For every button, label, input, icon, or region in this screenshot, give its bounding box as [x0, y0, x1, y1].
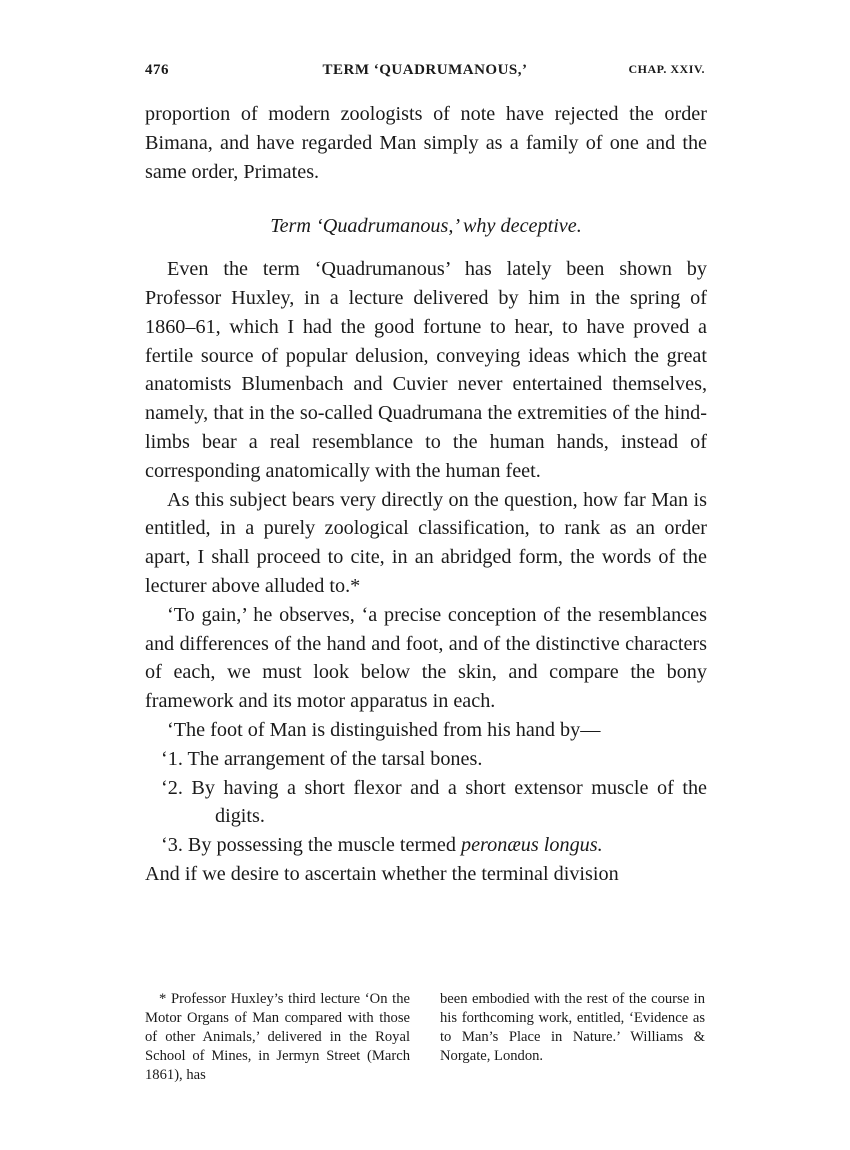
- body-text: [145, 100, 707, 889]
- footnote-column-left: [145, 990, 410, 1085]
- page-number: 476: [145, 62, 169, 78]
- quote-paragraph: ‘To gain,’ he observes, ‘a precise conception of the resemblances and differences of the hand and foot, and of the distinctive characters of each, we must look below the skin, and compare the bony framework and its motor apparatus in each.: [145, 603, 707, 713]
- footnote-text: * Professor Huxley’s third lecture ‘On the Motor Organs of Man compared with those of other Animals,’ delivered in the Royal School of Mines, in Jermyn Street (March 1861), has: [145, 991, 410, 1083]
- running-title: TERM ‘QUADRUMANOUS,’: [322, 62, 528, 78]
- list-item-text: ‘3. By possessing the muscle termed: [161, 834, 461, 857]
- chapter-label: CHAP. XXIV.: [628, 62, 705, 76]
- footnote-text: been embodied with the rest of the course in his forthcoming work, entitled, ‘Evidence as to Man’s Place in Nature.’ Williams & Norgate, London.: [440, 991, 705, 1064]
- list-item: [145, 831, 707, 860]
- section-heading: Term ‘Quadrumanous,’ why deceptive.: [270, 215, 582, 238]
- continued-paragraph: proportion of modern zoologists of note have rejected the order Bimana, and have regarded Man simply as a family of one and the same order, Primates.: [145, 103, 707, 183]
- paragraph: And if we desire to ascertain whether the terminal division: [145, 862, 619, 885]
- footnote-column-right: [440, 990, 705, 1066]
- list-item: ‘1. The arrangement of the tarsal bones.: [161, 747, 483, 770]
- anatomical-term: peronæus longus.: [460, 834, 603, 857]
- list-item: ‘2. By having a short flexor and a short extensor muscle of the digits.: [161, 776, 707, 828]
- running-head: [145, 62, 705, 84]
- paragraph: Even the term ‘Quadrumanous’ has lately been shown by Professor Huxley, in a lecture delivered by him in the spring of 1860–61, which I had the good fortune to hear, to have proved a fertile source of popular delusion, conveying ideas which the great anatomists Blumenbach and Cuvier never entertained themselves, namely, that in the so-called Quadrumana the extremities of the hind-limbs bear a real resemblance to the human hands, instead of corresponding anatomically with the human feet.: [145, 258, 707, 482]
- paragraph: As this subject bears very directly on the question, how far Man is entitled, in a purely zoological classification, to rank as an order apart, I shall proceed to cite, in an abridged form, the words of the lecturer above alluded to.*: [145, 488, 707, 597]
- quote-paragraph: ‘The foot of Man is distinguished from his hand by—: [167, 718, 601, 741]
